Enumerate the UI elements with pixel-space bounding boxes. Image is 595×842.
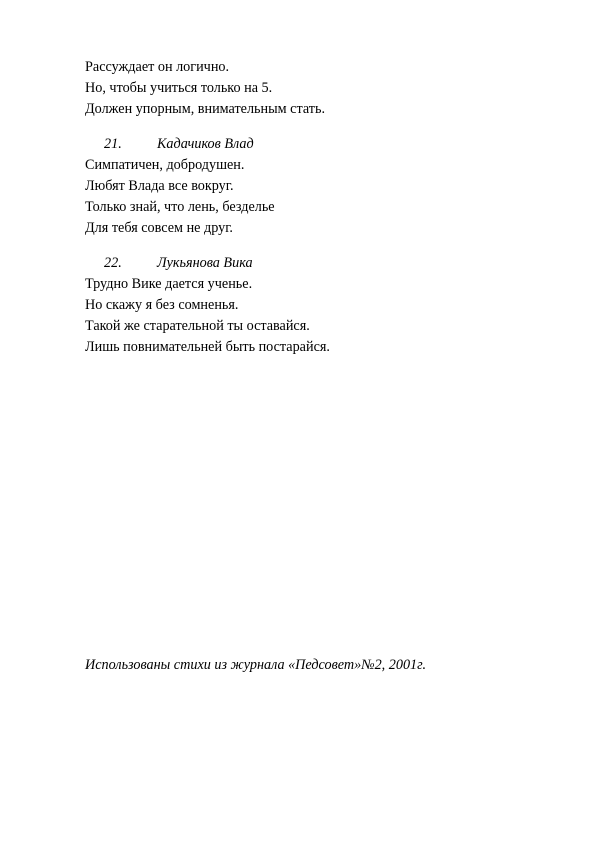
poem-line: Только знай, что лень, безделье xyxy=(85,199,275,215)
poem-line: Рассуждает он логично. xyxy=(85,59,230,75)
entry-number: 21. xyxy=(104,136,122,152)
student-name: Лукьянова Вика xyxy=(157,255,253,271)
poem-line: Любят Влада все вокруг. xyxy=(85,178,234,194)
poem-line: Трудно Вике дается ученье. xyxy=(85,276,253,292)
poem-line: Лишь повнимательней быть постарайся. xyxy=(85,339,330,355)
source-note: Использованы стихи из журнала «Педсовет»№2, 2001г. xyxy=(85,657,427,673)
poem-line: Но скажу я без сомненья. xyxy=(85,297,239,313)
student-name: Кадачиков Влад xyxy=(157,136,254,152)
entry-number: 22. xyxy=(104,255,122,271)
poem-line: Для тебя совсем не друг. xyxy=(85,220,233,236)
poem-line: Но, чтобы учиться только на 5. xyxy=(85,80,273,96)
poem-line: Такой же старательной ты оставайся. xyxy=(85,318,310,334)
poem-line: Симпатичен, добродушен. xyxy=(85,157,245,173)
poem-line: Должен упорным, внимательным стать. xyxy=(85,101,325,117)
